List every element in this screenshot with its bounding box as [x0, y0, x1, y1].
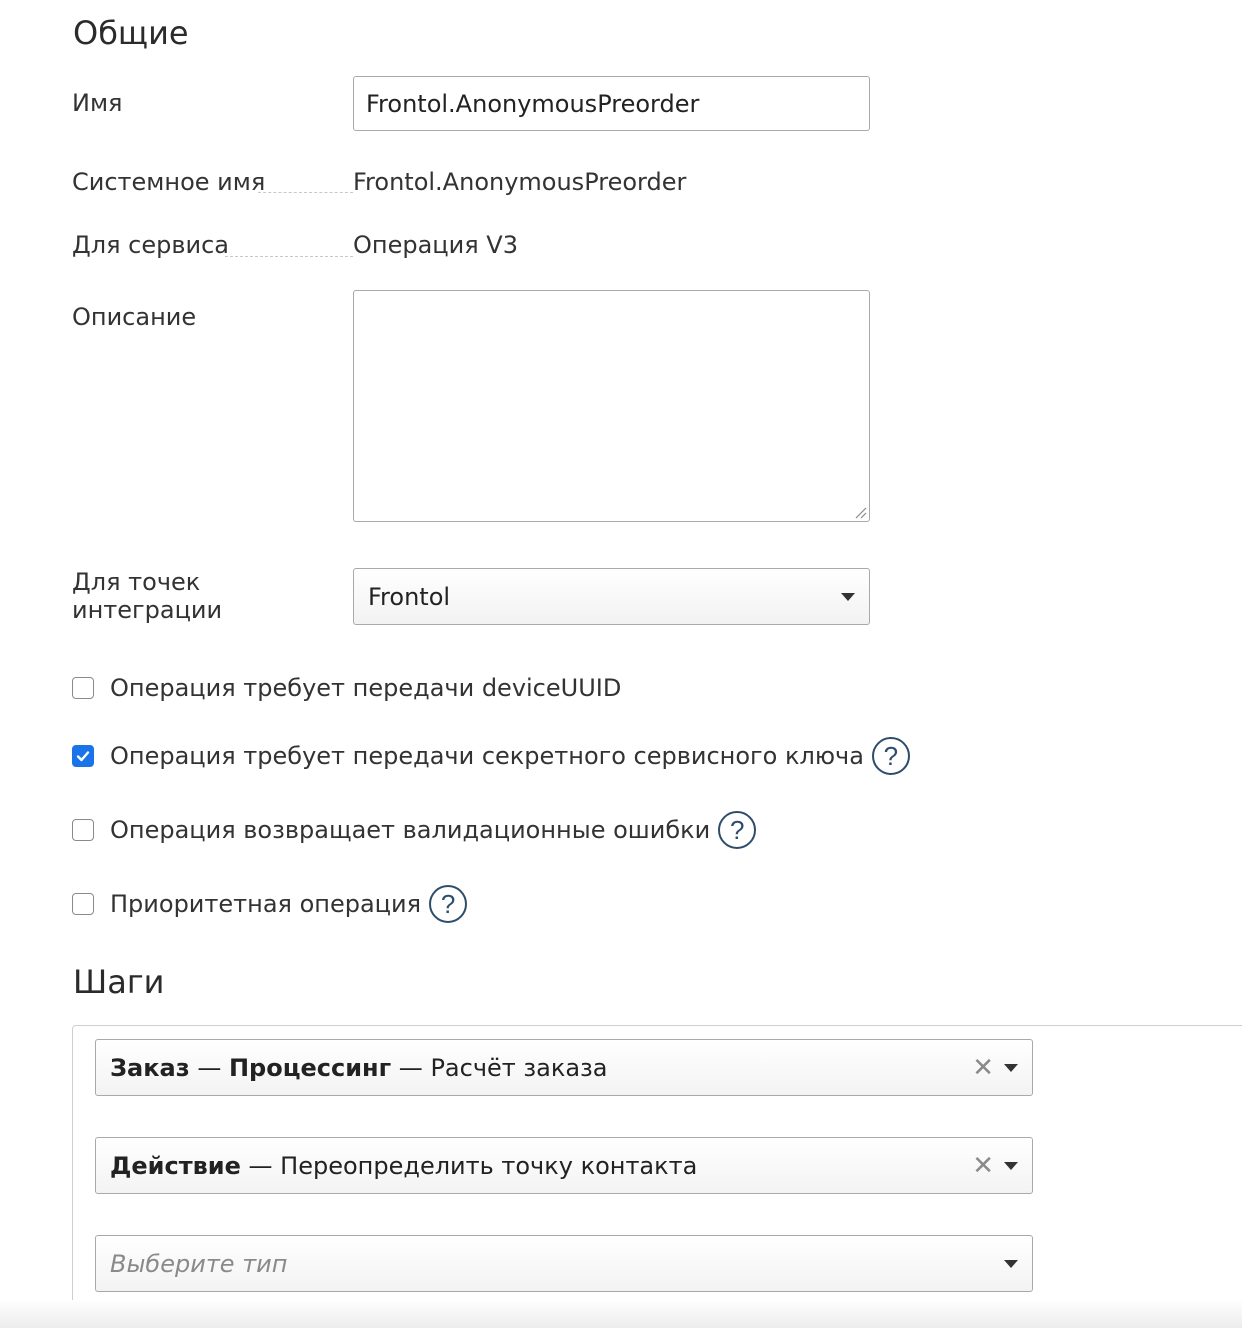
- step-1-sep1: —: [189, 1053, 229, 1082]
- step-1-sep2: —: [391, 1053, 431, 1082]
- step-2-text: [110, 1152, 972, 1180]
- description-label: Описание: [72, 303, 197, 331]
- option-priority[interactable]: [72, 885, 467, 923]
- step-1-text: [110, 1054, 972, 1082]
- service-value: Операция V3: [353, 231, 518, 259]
- system-name-value: Frontol.AnonymousPreorder: [353, 168, 687, 196]
- step-2-sep1: —: [240, 1151, 281, 1180]
- close-icon[interactable]: ✕: [972, 1150, 994, 1181]
- option-device-uuid[interactable]: [72, 674, 621, 702]
- secret-key-label: Операция требует передачи секретного сервисного ключа: [110, 742, 864, 770]
- option-validation-errors[interactable]: [72, 811, 756, 849]
- priority-label: Приоритетная операция: [110, 890, 422, 918]
- validation-errors-label: Операция возвращает валидационные ошибки: [110, 816, 711, 844]
- bottom-shade: [0, 1300, 1242, 1328]
- name-input[interactable]: [353, 76, 870, 131]
- question-circle-icon[interactable]: ?: [429, 885, 467, 923]
- question-circle-icon[interactable]: ?: [872, 737, 910, 775]
- resize-grip-icon[interactable]: [855, 507, 867, 519]
- integration-select-value: Frontol: [368, 582, 451, 611]
- step-select-1[interactable]: [95, 1039, 1033, 1096]
- chevron-down-icon[interactable]: [1004, 1260, 1018, 1268]
- question-circle-icon[interactable]: ?: [718, 811, 756, 849]
- service-label: Для сервиса: [72, 231, 229, 259]
- description-wrapper: [353, 290, 870, 522]
- close-icon[interactable]: ✕: [972, 1052, 994, 1083]
- general-section-title: Общие: [73, 14, 189, 52]
- chevron-down-icon[interactable]: [1004, 1162, 1018, 1170]
- integration-select[interactable]: [353, 568, 870, 625]
- integration-label: [72, 568, 222, 624]
- secret-key-checkbox[interactable]: [72, 745, 94, 767]
- device-uuid-label: Операция требует передачи deviceUUID: [110, 674, 622, 702]
- new-step-select[interactable]: [95, 1235, 1033, 1292]
- step-2-part1: Действие: [110, 1151, 241, 1180]
- chevron-down-icon: [841, 593, 855, 601]
- system-name-label: Системное имя: [72, 168, 266, 196]
- step-select-2[interactable]: [95, 1137, 1033, 1194]
- step-1-part3: Расчёт заказа: [430, 1053, 608, 1082]
- validation-errors-checkbox[interactable]: [72, 819, 94, 841]
- checkmark-icon: [75, 748, 91, 764]
- device-uuid-checkbox[interactable]: [72, 677, 94, 699]
- step-1-part2: Процессинг: [228, 1053, 392, 1082]
- priority-checkbox[interactable]: [72, 893, 94, 915]
- step-1-part1: Заказ: [110, 1053, 190, 1082]
- description-textarea[interactable]: [353, 290, 870, 522]
- steps-section-title: Шаги: [73, 963, 165, 1001]
- system-name-leader: [258, 192, 353, 193]
- new-step-placeholder: Выберите тип: [110, 1249, 288, 1278]
- service-leader: [225, 256, 353, 257]
- name-label: Имя: [72, 89, 123, 117]
- integration-label-line2: интеграции: [72, 596, 223, 624]
- integration-label-line1: Для точек: [72, 568, 201, 596]
- option-secret-key[interactable]: [72, 737, 910, 775]
- chevron-down-icon[interactable]: [1004, 1064, 1018, 1072]
- step-2-part2: Переопределить точку контакта: [280, 1151, 698, 1180]
